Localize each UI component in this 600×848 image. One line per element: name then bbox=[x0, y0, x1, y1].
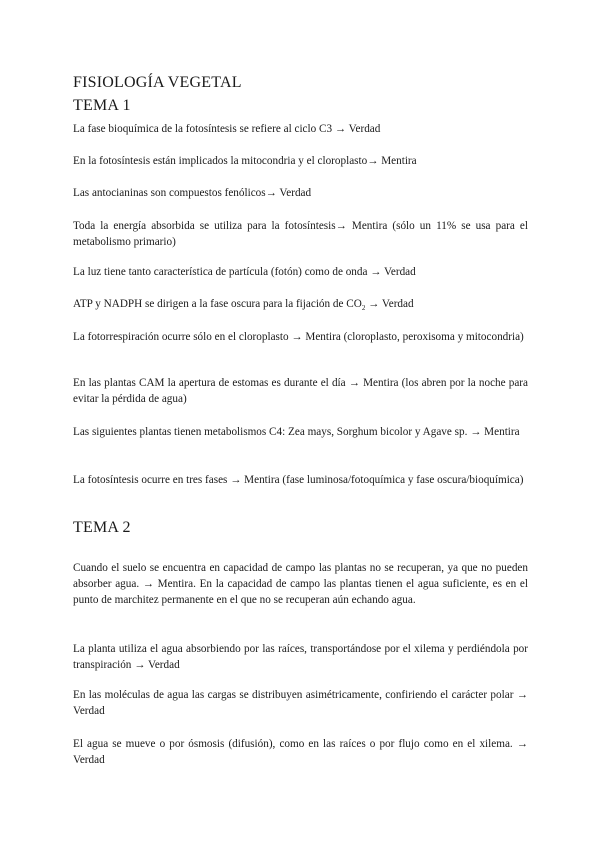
subscript-2: 2 bbox=[361, 304, 366, 313]
document-title: FISIOLOGÍA VEGETAL bbox=[73, 74, 242, 91]
statement-item: Las siguientes plantas tienen metabolismos C4: Zea mays, Sorghum bicolor y Agave sp. → Mentira bbox=[73, 426, 520, 438]
statement-item: En las plantas CAM la apertura de estomas es durante el día → Mentira (los abren por la noche para evitar la pérdida de agua) bbox=[73, 377, 528, 405]
statement-item: En la fotosíntesis están implicados la mitocondria y el cloroplasto→ Mentira bbox=[73, 155, 417, 167]
statement-item: La luz tiene tanto característica de partícula (fotón) como de onda → Verdad bbox=[73, 266, 416, 278]
statement-item: La fotosíntesis ocurre en tres fases → Mentira (fase luminosa/fotoquímica y fase oscura/bioquímica) bbox=[73, 474, 524, 486]
statement-answer: → Verdad bbox=[365, 298, 414, 310]
section-heading-tema-1: TEMA 1 bbox=[73, 97, 131, 114]
statement-item: Cuando el suelo se encuentra en capacidad de campo las plantas no se recuperan, ya que no pueden absorber agua. → Mentira. En la capacidad de campo las plantas tienen el agua suficiente, es en el punto de marchitez permanente en el que no se recuperan aún echando agua. bbox=[73, 562, 528, 606]
statement-item: Toda la energía absorbida se utiliza para la fotosíntesis→ Mentira (sólo un 11% se usa para el metabolismo primario) bbox=[73, 220, 528, 248]
statement-item-co2 bbox=[73, 296, 528, 312]
statement-item: La fotorrespiración ocurre sólo en el cloroplasto → Mentira (cloroplasto, peroxisoma y mitocondria) bbox=[73, 331, 524, 343]
section-heading-tema-2: TEMA 2 bbox=[73, 519, 131, 536]
statement-item: La planta utiliza el agua absorbiendo por las raíces, transportándose por el xilema y perdiéndola por transpiración → Verdad bbox=[73, 643, 528, 671]
statement-item: El agua se mueve o por ósmosis (difusión), como en las raíces o por flujo como en el xilema. → Verdad bbox=[73, 738, 528, 766]
statement-item: En las moléculas de agua las cargas se distribuyen asimétricamente, confiriendo el carácter polar → Verdad bbox=[73, 689, 528, 717]
statement-text: ATP y NADPH se dirigen a la fase oscura para la fijación de CO bbox=[73, 298, 362, 310]
statement-item: Las antocianinas son compuestos fenólicos→ Verdad bbox=[73, 187, 312, 199]
statement-item: La fase bioquímica de la fotosíntesis se refiere al ciclo C3 → Verdad bbox=[73, 123, 381, 135]
